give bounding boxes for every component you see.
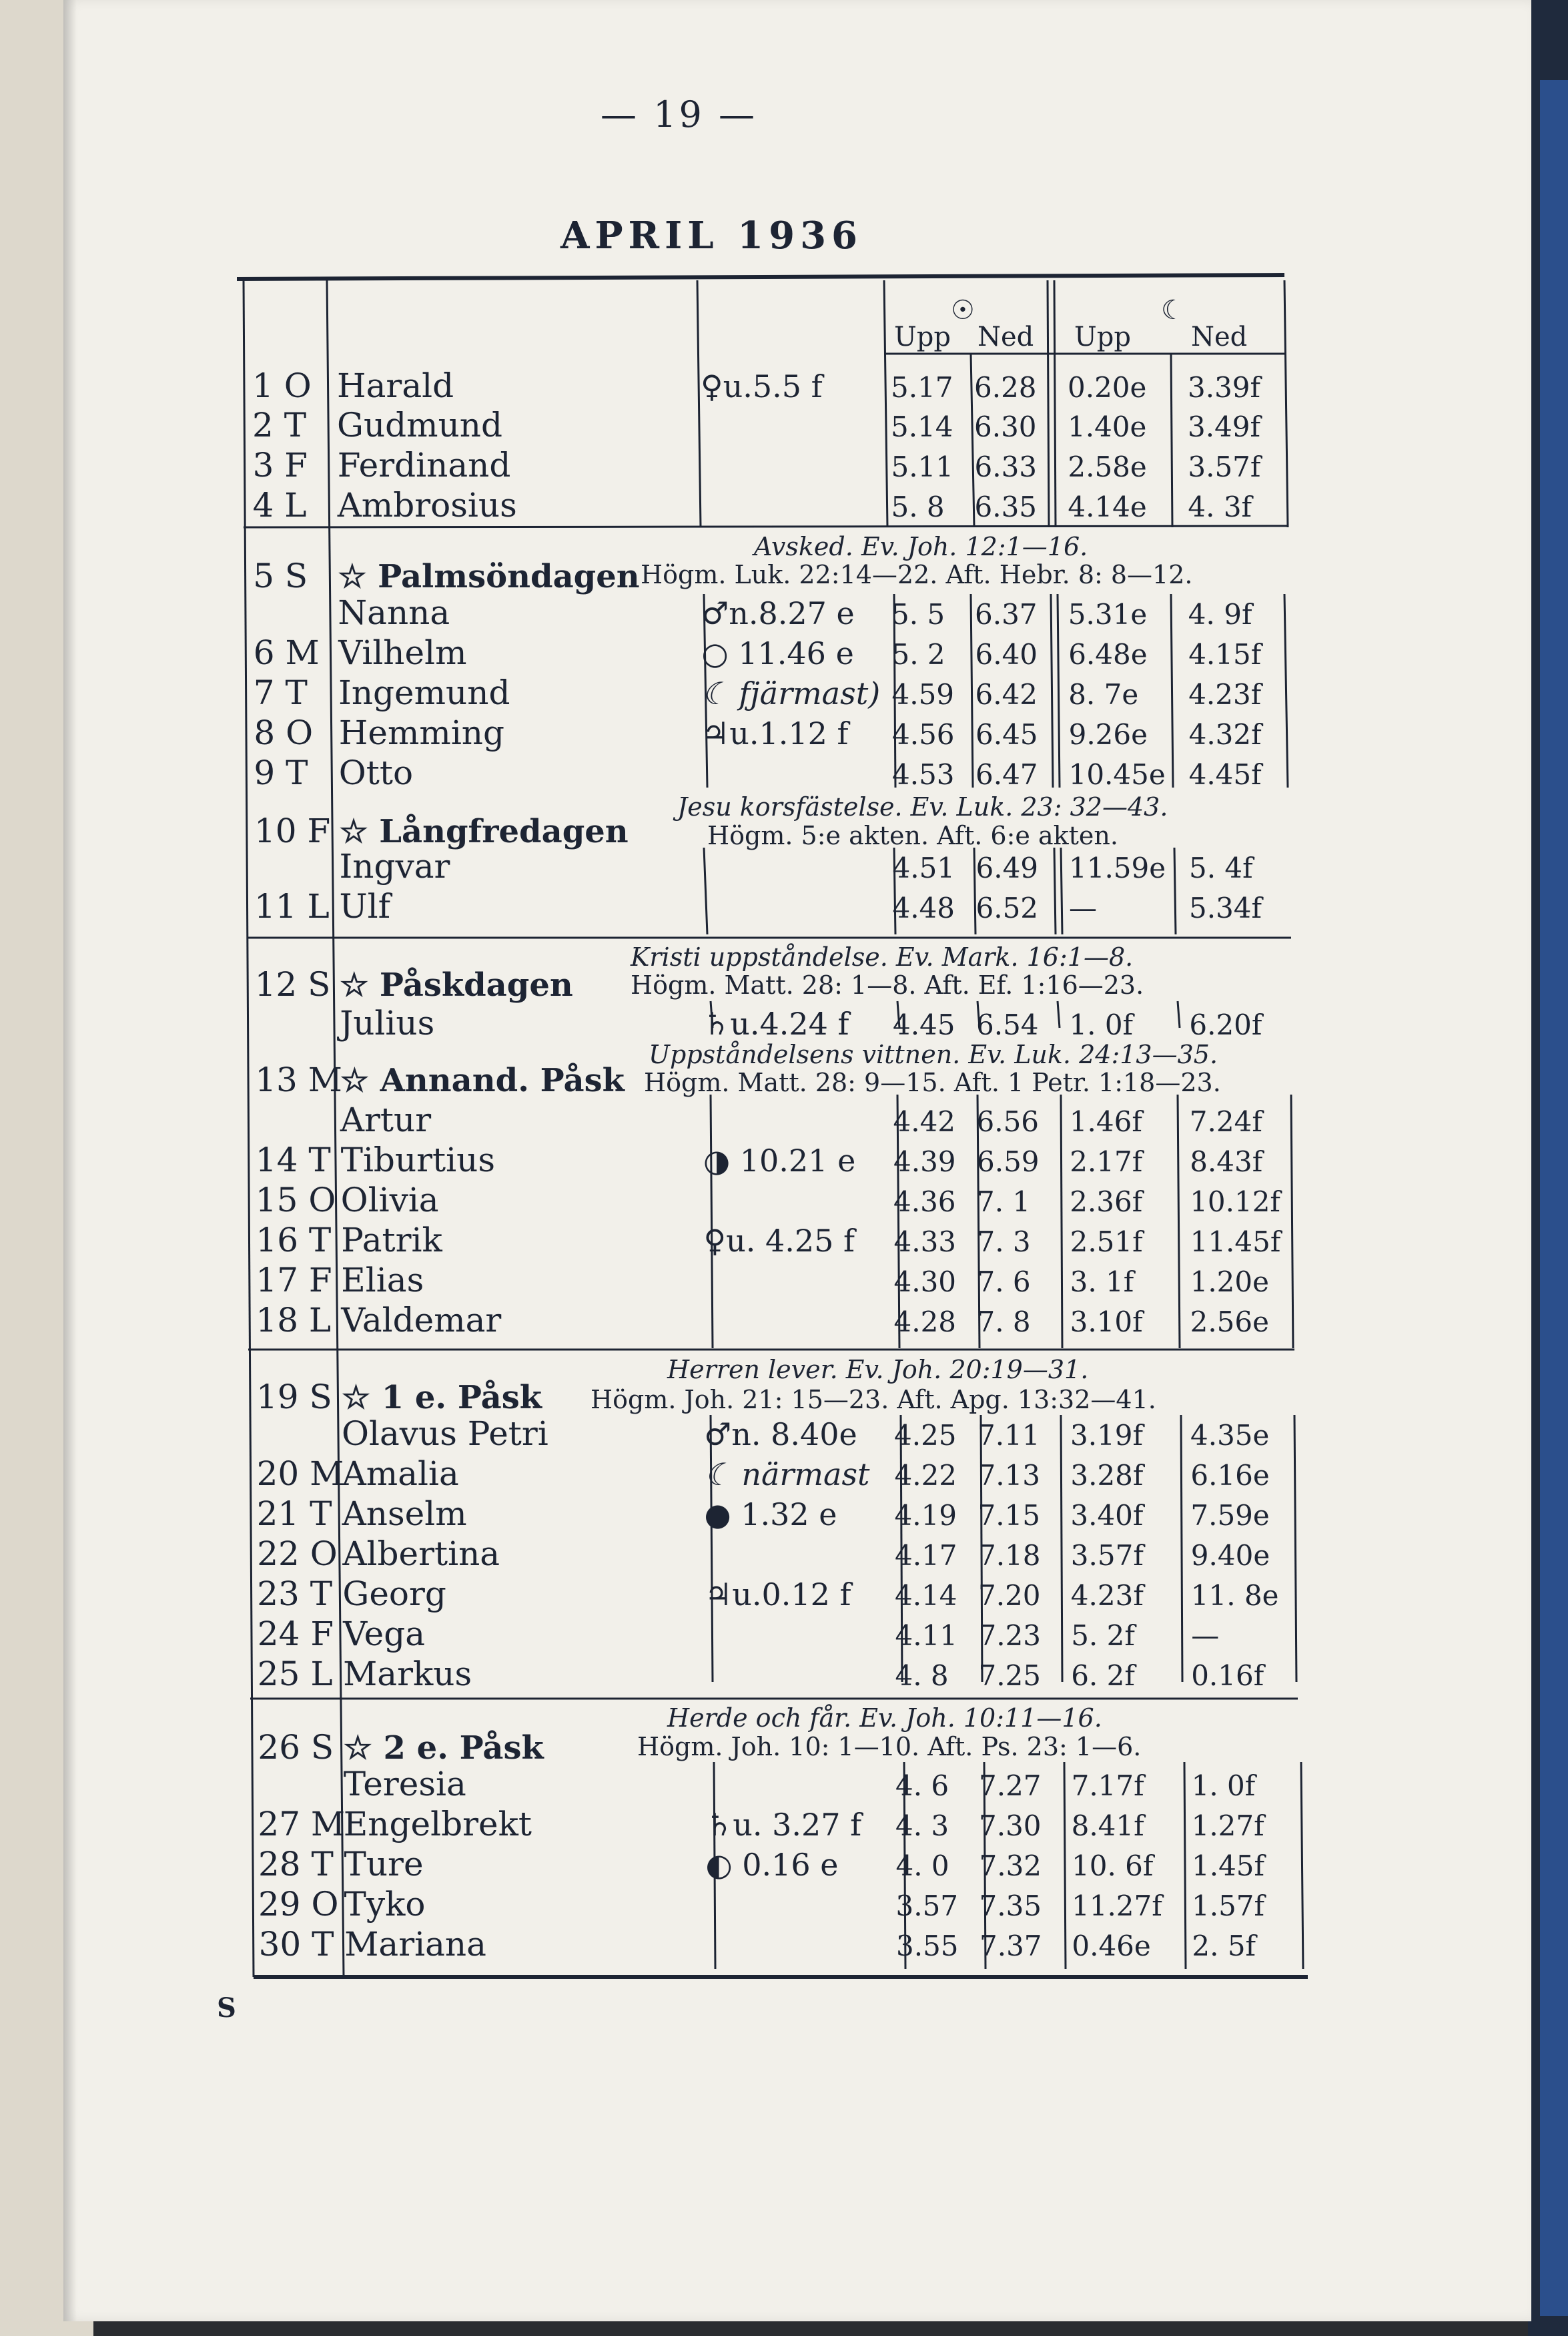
sun-set: 7.20 [978,1579,1041,1612]
name-day: Ingemund [338,673,510,712]
sun-rise: 4.14 [895,1579,957,1612]
name-day: Hemming [338,713,505,752]
name-day: Amalia [342,1454,459,1493]
sun-set: 7.27 [979,1769,1042,1802]
sun-rise: 4.30 [893,1265,957,1298]
moon-set: 4.23f [1188,678,1262,711]
sun-set: 6.47 [975,758,1038,791]
sun-set: 7. 3 [977,1225,1031,1258]
moon-rise: 2.58e [1068,451,1147,483]
day-label: 12 S [254,965,331,1004]
day-label: 21 T [256,1494,332,1533]
moon-rise: 4.14e [1068,491,1147,523]
sun-rise: 5.11 [891,451,954,483]
sunday-note: Högm. Joh. 10: 1—10. Aft. Ps. 23: 1—6. [637,1732,1142,1761]
moon-set: 4.35e [1190,1419,1270,1452]
feast-day-name: ☆ 1 e. Påsk [342,1379,542,1416]
astro-note: ♄u.4.24 f [703,1006,849,1042]
sunday-note: Högm. Matt. 28: 1—8. Aft. Ef. 1:16—23. [631,970,1144,1000]
name-day: Olivia [340,1181,439,1219]
sun-set: 6.59 [977,1145,1040,1178]
name-day: Tiburtius [340,1141,496,1179]
day-label: 2 T [252,406,307,445]
moon-rise: 3.57f [1070,1539,1144,1572]
moon-set: 6.16e [1190,1459,1270,1492]
sun-set: 6.54 [976,1008,1039,1041]
day-label: 30 T [258,1925,334,1964]
sun-rise: 4.51 [892,852,955,884]
moon-set: 4.32f [1188,718,1262,751]
moon-set: 0.16f [1191,1659,1264,1692]
moon-rise: 2.17f [1070,1145,1143,1178]
moon-set: 4.45f [1188,758,1262,791]
moon-rise: 2.36f [1070,1185,1143,1218]
sun-set: 7.32 [979,1849,1042,1882]
day-label: 4 L [252,486,307,525]
sun-set: 6.49 [975,852,1039,884]
sun-rise: 4. 3 [895,1809,949,1842]
astro-note: ♄u. 3.27 f [705,1807,862,1843]
sun-rise: 4.36 [893,1185,956,1218]
moon-rise: 7.17f [1071,1769,1144,1802]
day-label: 11 L [254,887,330,926]
name-day: Engelbrekt [343,1805,532,1843]
column-headers [894,295,1247,352]
feast-day-name: ☆ Påskdagen [340,966,573,1004]
sun-set: 6.52 [975,892,1039,924]
name-day: Julius [340,1004,435,1043]
moon-set: 1.57f [1192,1889,1265,1922]
sun-set: 7. 8 [977,1305,1031,1338]
astro-note: ♃u.0.12 f [705,1576,851,1613]
name-day: Ulf [339,887,391,926]
day-label: 28 T [258,1845,334,1883]
moon-icon: ☾ [1161,295,1185,326]
sunday-note: Kristi uppståndelse. Ev. Mark. 16:1—8. [631,942,1134,972]
sun-rise: 5.14 [891,410,953,443]
feast-day-name: ☆ Annand. Påsk [340,1062,625,1099]
moon-rise: 3.19f [1070,1419,1144,1452]
moon-rise: 3.40f [1070,1499,1144,1532]
sun-set: 7.18 [978,1539,1041,1572]
sunday-note: Herde och får. Ev. Joh. 10:11—16. [667,1703,1102,1733]
name-day: Vilhelm [338,633,467,672]
name-day: Elias [341,1261,424,1299]
sun-set: 7.37 [979,1930,1042,1962]
sun-rise: 4.11 [895,1619,958,1652]
name-day: Otto [338,754,414,792]
feast-day-name: ☆ Palmsöndagen [338,558,640,595]
sun-rise: 4.19 [894,1499,957,1532]
sun-rise: 4. 0 [895,1849,949,1882]
moon-set: 5. 4f [1189,852,1253,884]
sun-rise: 5. 2 [891,638,945,671]
sun-rise: 3.57 [895,1889,959,1922]
moon-set: — [1191,1619,1220,1652]
moon-rise: 3.28f [1070,1459,1144,1492]
sun-rise: 4.28 [893,1305,957,1338]
moon-rise: 10. 6f [1072,1849,1154,1882]
sun-rise: 4.22 [894,1459,957,1492]
sun-set: 6.56 [976,1105,1040,1138]
sun-set: 7.30 [979,1809,1042,1842]
name-day: Ferdinand [337,446,511,485]
sunday-note: Högm. 5:e akten. Aft. 6:e akten. [707,821,1118,850]
signature-mark: S [217,1992,236,2024]
moon-rise: 10.45e [1068,758,1166,791]
moon-set: 4. 9f [1188,598,1252,631]
day-label: 9 T [254,754,308,792]
moon-rise: 8.41f [1071,1809,1144,1842]
moon-set: 2. 5f [1192,1930,1256,1962]
sun-set: 6.33 [974,451,1038,483]
name-day: Ambrosius [337,486,517,525]
moon-up-header: Upp [1074,322,1131,352]
sun-set: 7.11 [977,1419,1040,1452]
astro-note: ♂n. 8.40e [704,1416,857,1452]
sun-set: 7.25 [978,1659,1042,1692]
moon-rise: 5. 2f [1071,1619,1135,1652]
moon-set: 8.43f [1190,1145,1263,1178]
sun-up-header: Upp [894,322,951,352]
sun-rise: 4.56 [892,718,955,751]
sun-rise: 4. 6 [895,1769,949,1802]
moon-set: 11. 8e [1190,1579,1279,1612]
name-day: Markus [343,1655,472,1693]
moon-set: 3.49f [1188,410,1261,443]
day-label: 17 F [256,1261,332,1299]
astro-note: ☾ närmast [704,1456,870,1492]
astro-note: ● 1.32 e [704,1496,837,1532]
sunday-note: Herren lever. Ev. Joh. 20:19—31. [667,1355,1089,1384]
sun-rise: 4.39 [893,1145,956,1178]
astro-note: ♃u.1.12 f [702,715,849,752]
sunday-note: Högm. Joh. 21: 15—23. Aft. Apg. 13:32—41. [591,1385,1156,1414]
sun-set: 6.30 [974,410,1037,443]
moon-rise: — [1069,892,1097,924]
day-label: 23 T [257,1574,333,1613]
moon-rise: 0.20e [1068,371,1147,404]
sun-rise: 4.25 [894,1419,957,1452]
astro-note: ♂n.8.27 e [701,595,855,631]
sun-set: 6.40 [975,638,1038,671]
name-day: Artur [340,1101,432,1139]
day-label: 16 T [256,1221,332,1259]
name-day: Ingvar [339,847,450,886]
sunday-note: Uppståndelsens vittnen. Ev. Luk. 24:13—35. [649,1040,1218,1069]
name-day: Vega [343,1615,426,1653]
day-label: 19 S [256,1378,332,1416]
sun-set: 6.37 [975,598,1038,631]
sun-rise: 4.48 [892,892,955,924]
moon-set: 7.59e [1190,1499,1270,1532]
sun-rise: 4.45 [893,1008,955,1041]
moon-rise: 9.26e [1068,718,1148,751]
moon-rise: 8. 7e [1068,678,1139,711]
month-title: APRIL 1936 [560,214,863,258]
sun-rise: 4.33 [893,1225,957,1258]
moon-set: 4.15f [1188,638,1262,671]
astro-note: ☾ fjärmast) [701,675,881,711]
sun-set: 6.28 [974,371,1037,404]
name-day: Teresia [343,1765,466,1803]
moon-rise: 1.40e [1068,410,1147,443]
moon-set: 2.56e [1190,1305,1269,1338]
day-label: 15 O [255,1181,336,1219]
sun-set: 6.42 [975,678,1038,711]
sun-rise: 4.53 [892,758,955,791]
day-label: 10 F [254,812,331,850]
sun-set: 7.13 [977,1459,1041,1492]
day-label: 14 T [255,1141,331,1179]
feast-day-name: ☆ 2 e. Påsk [343,1729,544,1767]
sunday-note: Avsked. Ev. Joh. 12:1—16. [754,532,1088,561]
name-day: Ture [344,1845,424,1883]
sun-rise: 4.42 [893,1105,956,1138]
day-label: 7 T [253,673,308,712]
sun-rise: 3.55 [896,1930,959,1962]
moon-set: 4. 3f [1188,491,1252,523]
day-label: 3 F [252,446,308,485]
day-label: 29 O [258,1885,339,1924]
day-label: 5 S [253,557,308,595]
sun-set: 7.15 [977,1499,1041,1532]
sun-set: 6.35 [974,491,1038,523]
sun-set: 7.23 [978,1619,1042,1652]
sunday-note: Högm. Matt. 28: 9—15. Aft. 1 Petr. 1:18—23. [644,1068,1221,1097]
moon-rise: 6.48e [1068,638,1148,671]
day-label: 24 F [257,1615,334,1653]
sun-set: 7. 1 [977,1185,1031,1218]
moon-rise: 4.23f [1070,1579,1144,1612]
moon-rise: 0.46e [1072,1930,1151,1962]
sun-rise: 4. 8 [895,1659,949,1692]
day-label: 8 O [254,713,314,752]
sun-set: 6.45 [975,718,1038,751]
day-label: 18 L [256,1301,332,1340]
moon-rise: 11.27f [1072,1889,1162,1922]
moon-rise: 1.46f [1069,1105,1142,1138]
name-day: Nanna [338,593,450,632]
day-label: 6 M [253,633,320,672]
sun-down-header: Ned [977,322,1034,352]
sunday-note: Högm. Luk. 22:14—22. Aft. Hebr. 8: 8—12. [641,560,1193,589]
moon-set: 6.20f [1189,1008,1262,1041]
astro-note: ◑ 10.21 e [703,1143,856,1179]
name-day: Patrik [341,1221,442,1259]
astro-note: ♀u.5.5 f [701,368,823,404]
moon-set: 11.45f [1190,1225,1281,1258]
moon-set: 10.12f [1190,1185,1280,1218]
moon-set: 1.27f [1191,1809,1264,1842]
page-number: — 19 — [601,93,758,135]
name-day: Tyko [344,1885,426,1924]
day-label: 1 O [252,366,312,405]
sun-set: 7. 6 [977,1265,1031,1298]
moon-set: 1. 0f [1191,1769,1256,1802]
name-day: Harald [337,366,454,405]
moon-rise: 3. 1f [1070,1265,1134,1298]
moon-down-header: Ned [1191,322,1248,352]
day-label: 27 M [258,1805,346,1843]
sun-rise: 5. 5 [891,598,945,631]
name-day: Mariana [344,1925,486,1964]
moon-rise: 3.10f [1070,1305,1143,1338]
day-label: 13 M [255,1061,342,1099]
day-label: 22 O [257,1534,338,1573]
moon-set: 1.45f [1192,1849,1265,1882]
moon-rise: 2.51f [1070,1225,1143,1258]
moon-set: 5.34f [1189,892,1262,924]
moon-set: 1.20e [1190,1265,1269,1298]
moon-rise: 6. 2f [1071,1659,1135,1692]
moon-rise: 5.31e [1068,598,1148,631]
astro-note: ○ 11.46 e [701,635,854,671]
name-day: Anselm [342,1494,467,1533]
sun-rise: 4.59 [891,678,955,711]
moon-rise: 11.59e [1069,852,1166,884]
sunday-note: Jesu korsfästelse. Ev. Luk. 23: 32—43. [677,792,1168,822]
moon-set: 3.57f [1188,451,1261,483]
feast-day-name: ☆ Långfredagen [339,813,629,850]
day-label: 25 L [257,1655,333,1693]
astro-note: ♀u. 4.25 f [703,1223,855,1259]
sun-rise: 5.17 [891,371,953,404]
day-label: 26 S [258,1728,334,1767]
moon-set: 7.24f [1189,1105,1262,1138]
sun-rise: 4.17 [895,1539,957,1572]
sun-set: 7.35 [979,1889,1042,1922]
moon-rise: 1. 0f [1069,1008,1134,1041]
sun-rise: 5. 8 [891,491,945,523]
name-day: Olavus Petri [342,1414,548,1453]
name-day: Albertina [342,1534,500,1573]
day-label: 20 M [256,1454,344,1493]
name-day: Georg [342,1574,446,1613]
name-day: Gudmund [337,406,502,445]
moon-set: 9.40e [1190,1539,1270,1572]
sun-icon: ☉ [951,295,975,326]
astro-note: ◐ 0.16 e [705,1847,839,1883]
moon-set: 3.39f [1188,371,1261,404]
name-day: Valdemar [341,1301,502,1340]
